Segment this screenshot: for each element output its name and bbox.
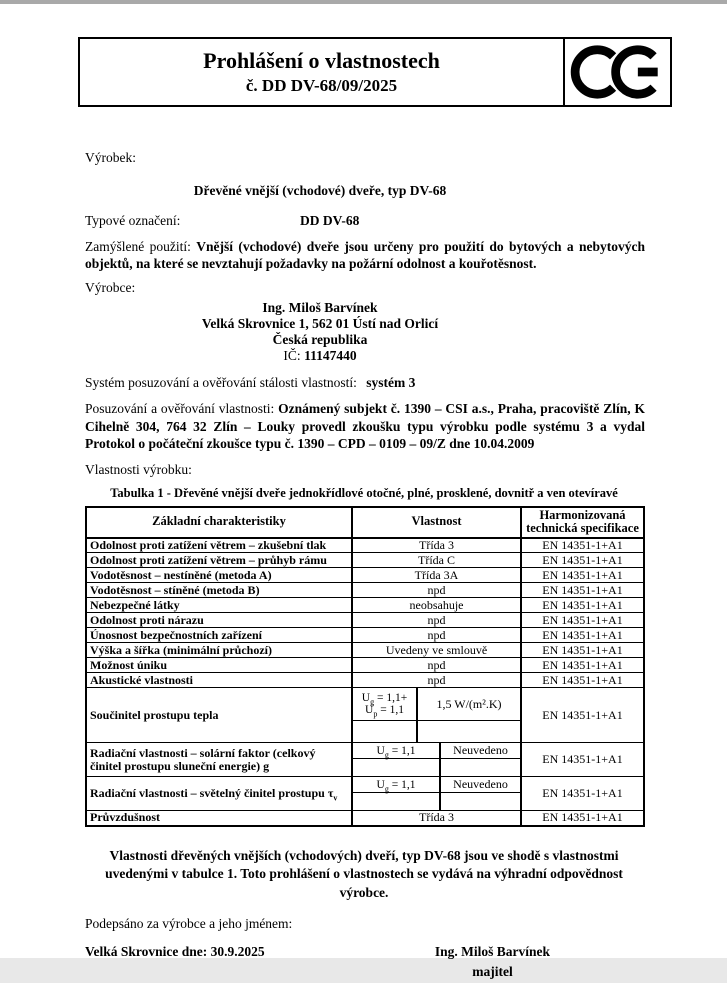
intended-use — [85, 238, 645, 272]
table-row-u-value — [86, 688, 644, 743]
row-characteristic: Nebezpečné látky — [86, 598, 352, 613]
table-row — [86, 553, 644, 568]
signer-block — [430, 943, 555, 980]
table-row — [86, 568, 644, 583]
row-characteristic: Odolnost proti zatížení větrem – průhyb rámu — [86, 553, 352, 568]
manufacturer-name: Ing. Miloš Barvínek — [262, 300, 378, 315]
row-value-complex — [352, 777, 521, 811]
row-characteristic: Součinitel prostupu tepla — [86, 688, 352, 743]
table-row — [86, 538, 644, 553]
title-box — [78, 37, 565, 107]
table-row — [86, 598, 644, 613]
u-value-subgrid — [353, 743, 520, 776]
row-spec: EN 14351-1+A1 — [521, 628, 644, 643]
signer-role: majitel — [472, 964, 513, 979]
signature-row — [85, 943, 645, 983]
row-characteristic: Radiační vlastnosti – solární faktor (celkový činitel prostupu sluneční energie) g — [86, 743, 352, 777]
product-name: Dřevěné vnější (vchodové) dveře, typ DV-68 — [193, 183, 447, 198]
page-title: Prohlášení o vlastnostech — [203, 48, 440, 73]
u-empty-cell — [441, 759, 520, 776]
row-spec: EN 14351-1+A1 — [521, 777, 644, 811]
place-date: Velká Skrovnice dne: 30.9.2025 — [85, 944, 265, 959]
row-characteristic: Únosnost bezpečnostních zařízení — [86, 628, 352, 643]
manufacturer-country: Česká republika — [272, 332, 368, 347]
table-row — [86, 658, 644, 673]
u-value-subgrid — [353, 777, 520, 810]
u-value: Neuvedeno — [441, 777, 520, 793]
table-row — [86, 613, 644, 628]
u-line: $U_g = 1,1$ — [376, 778, 416, 793]
doc-number: č. DD DV-68/09/2025 — [245, 76, 398, 95]
u-empty-cell — [441, 793, 520, 810]
table-header-row — [86, 507, 644, 538]
assessment-paragraph — [85, 400, 645, 453]
ic-label: IČ: — [283, 348, 301, 363]
ce-mark-box — [565, 37, 672, 107]
signed-label: Podepsáno za výrobce a jeho jménem: — [85, 916, 293, 931]
row-spec: EN 14351-1+A1 — [521, 658, 644, 673]
intended-use-label: Zamýšlené použití: — [85, 239, 191, 254]
row-value: Třída 3 — [352, 538, 521, 553]
avcp-line — [85, 374, 645, 391]
manufacturer-ic-line — [85, 348, 555, 364]
document-body — [85, 107, 645, 983]
manufacturer-address: Velká Skrovnice 1, 562 01 Ústí nad Orlicí — [201, 316, 439, 331]
row-value: Třída C — [352, 553, 521, 568]
ic-value: 11147440 — [304, 348, 357, 363]
row-value-complex — [352, 688, 521, 743]
row-characteristic: Možnost úniku — [86, 658, 352, 673]
u-line: $U_p = 1,1$ — [365, 704, 404, 719]
properties-label: Vlastnosti výrobku: — [85, 461, 192, 477]
product-label: Výrobek: — [85, 150, 136, 165]
table-row-u-value — [86, 743, 644, 777]
table-row — [86, 673, 644, 688]
table-row — [86, 643, 644, 658]
ce-logo-icon — [570, 45, 666, 99]
row-spec: EN 14351-1+A1 — [521, 598, 644, 613]
assessment-label: Posuzování a ověřování vlastnosti: — [85, 401, 275, 416]
u-coefficients — [353, 688, 418, 721]
row-value: Uvedeny ve smlouvě — [352, 643, 521, 658]
row-spec: EN 14351-1+A1 — [521, 643, 644, 658]
type-label: Typové označení: — [85, 213, 181, 228]
row-spec: EN 14351-1+A1 — [521, 673, 644, 688]
u-value: Neuvedeno — [441, 743, 520, 759]
row-spec: EN 14351-1+A1 — [521, 553, 644, 568]
row-characteristic: Odolnost proti zatížení větrem – zkušební tlak — [86, 538, 352, 553]
type-value: DD DV-68 — [300, 213, 360, 228]
row-value: npd — [352, 613, 521, 628]
u-empty-cell — [353, 793, 441, 810]
row-value: npd — [352, 583, 521, 598]
row-characteristic: Vodotěsnost – nestíněné (metoda A) — [86, 568, 352, 583]
table-row — [86, 811, 644, 826]
row-characteristic: Vodotěsnost – stíněné (metoda B) — [86, 583, 352, 598]
header-characteristics: Základní charakteristiky — [86, 507, 352, 538]
table-caption: Tabulka 1 - Dřevěné vnější dveře jednokřídlové otočné, plné, prosklené, dovnitř a ven otevíravé — [110, 485, 618, 500]
row-value: Třída 3 — [352, 811, 521, 826]
row-spec: EN 14351-1+A1 — [521, 568, 644, 583]
avcp-value: systém 3 — [366, 375, 416, 390]
u-value-subgrid — [353, 688, 520, 742]
manufacturer-block — [85, 300, 555, 364]
header-property: Vlastnost — [352, 507, 521, 538]
row-value: Třída 3A — [352, 568, 521, 583]
u-line: $U_g = 1,1$ — [376, 744, 416, 759]
row-value: npd — [352, 628, 521, 643]
table-row — [86, 628, 644, 643]
row-spec: EN 14351-1+A1 — [521, 743, 644, 777]
u-coefficients — [353, 777, 441, 793]
avcp-label: Systém posuzování a ověřování stálosti vlastností: — [85, 375, 357, 390]
document-header — [78, 37, 672, 107]
assessment-text: Oznámený subjekt č. 1390 – CSI a.s., Praha, pracoviště Zlín, K Cihelně 304, 764 32 Zlín – Louky provedl zkoušku typu výrobku podle systému 3 a vydal Protokol o počáteční zkoušce typu č. 1390 – CPD – 0109 – 09/Z dne 10.04.2009 — [85, 401, 645, 451]
u-empty-cell — [353, 759, 441, 776]
row-characteristic: Akustické vlastnosti — [86, 673, 352, 688]
row-value: neobsahuje — [352, 598, 521, 613]
u-empty-cell — [418, 721, 520, 742]
u-empty-cell — [353, 721, 418, 742]
signer-name: Ing. Miloš Barvínek — [434, 944, 551, 959]
header-spec: Harmonizovaná technická specifikace — [521, 507, 644, 538]
row-value: npd — [352, 658, 521, 673]
table-row-u-value — [86, 777, 644, 811]
row-characteristic: Odolnost proti nárazu — [86, 613, 352, 628]
row-spec: EN 14351-1+A1 — [521, 613, 644, 628]
row-value-complex — [352, 743, 521, 777]
type-designation-row — [85, 212, 645, 229]
manufacturer-label: Výrobce: — [85, 280, 136, 295]
row-characteristic: Výška a šířka (minimální průchozí) — [86, 643, 352, 658]
u-coefficients — [353, 743, 441, 759]
declaration-text: Vlastnosti dřevěných vnějších (vchodových) dveří, typ DV-68 jsou ve shodě s vlastnostmi uvedenými v tabulce 1. Toto prohlášení o vlastnostech se vydává na výhradní odpovědnost výrobce. — [105, 847, 623, 900]
row-spec: EN 14351-1+A1 — [521, 688, 644, 743]
row-characteristic: Radiační vlastnosti – světelný činitel prostupu $\tau_v$ — [86, 777, 352, 811]
row-value: npd — [352, 673, 521, 688]
intended-use-text: Vnější (vchodové) dveře jsou určeny pro použití do bytových a nebytových objektů, na které se nevztahují požadavky na požární odolnost a kouřotěsnost. — [85, 239, 645, 271]
table-row — [86, 583, 644, 598]
row-spec: EN 14351-1+A1 — [521, 811, 644, 826]
u-line: $U_g = 1,1+$ — [361, 692, 408, 707]
row-spec: EN 14351-1+A1 — [521, 538, 644, 553]
u-value: 1,5 W/(m².K) — [418, 688, 520, 721]
properties-table — [85, 506, 645, 827]
row-characteristic: Průvzdušnost — [86, 811, 352, 826]
row-spec: EN 14351-1+A1 — [521, 583, 644, 598]
